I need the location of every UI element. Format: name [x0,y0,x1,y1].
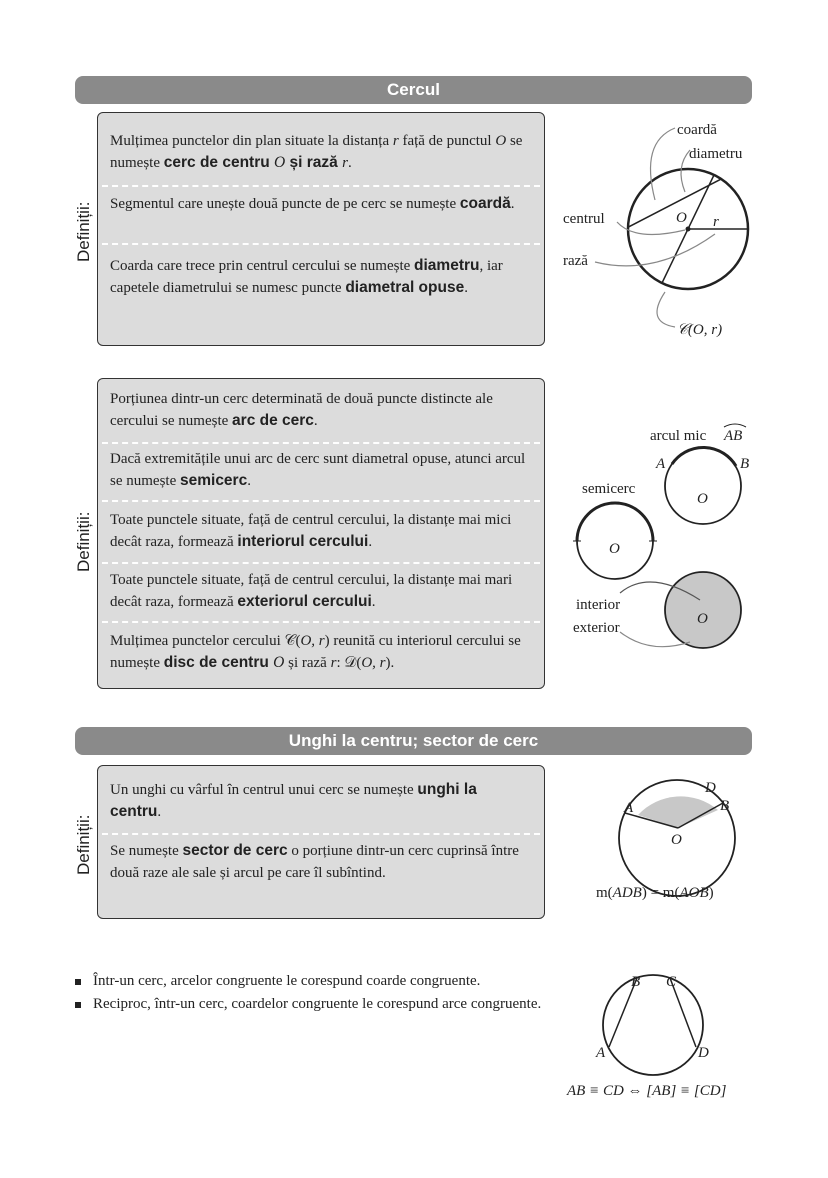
label-diametru: diametru [689,146,743,162]
formula-m: m(ADB) = m(AOB) [596,885,714,901]
definition-text [110,193,532,215]
label-O: O [697,611,708,627]
text-segment: Se numește [110,843,183,859]
text-segment: r [342,155,348,171]
definition-text [110,840,532,884]
text-segment: . [371,594,376,610]
definition-text [110,509,532,553]
label-B: B [740,456,750,472]
label-O: O [671,832,682,848]
label-exterior: exterior [573,620,620,636]
definitions-label: Definiții: [74,201,93,262]
text-segment: și rază [284,655,331,671]
sector-diagram [580,770,760,910]
text-segment: ). [385,655,395,671]
text-segment: o porțiune dintr-un cerc cuprinsă între două raze ale sale și arcul pe care îl subîntind. [110,843,519,881]
bullet-item: Reciproc, într-un cerc, coardelor congruente le corespund arce congruente. [75,993,563,1016]
term-bold: arc de cerc [232,412,314,429]
text-segment: . [247,473,251,489]
text-segment: Segmentul care unește două puncte de pe cerc se numește [110,196,460,212]
label-A: A [624,800,634,816]
label-O: O [676,210,687,226]
label-interior: interior [576,597,621,613]
text-segment: O, r [361,655,386,671]
label-O: O [697,491,708,507]
text-segment: O [274,154,286,171]
label-A: A [596,1045,606,1061]
label-centrul: centrul [563,211,605,227]
text-segment: Coarda care trece prin centrul cercului se numește [110,258,415,274]
section-header-cercul: Cercul [75,76,752,104]
definition-text [110,130,532,174]
label-circle: 𝒞(O, r) [677,322,723,338]
definitions-label: Definiții: [74,814,93,875]
label-C: C [666,974,677,990]
section-header-unghi: Unghi la centru; sector de cerc [75,727,752,755]
label-semicerc: semicerc [582,481,636,497]
label-B: B [631,974,641,990]
text-segment: O [495,133,507,149]
text-segment: față de punctul [398,133,496,149]
definition-text [110,630,532,674]
formula-congruence: AB ≡ CD ⇔ [AB] ≡ [CD] [567,1083,727,1099]
label-raza: rază [563,253,588,269]
definition-text [110,569,532,613]
text-segment: , iar capetele diametrului se numesc puncte [110,258,503,296]
text-segment: O, r [300,633,325,649]
term-bold: unghi la centru [110,781,477,820]
term-bold: și rază [285,154,343,171]
text-segment: . [313,413,318,429]
text-segment: se numește [110,133,523,171]
arc-diagram [560,410,760,650]
term-bold: interiorul cercului [237,533,369,550]
definitions-box-1 [97,112,545,346]
term-bold: diametral opuse [345,279,465,296]
term-bold: semicerc [179,472,248,489]
definition-text [110,388,532,432]
text-segment: : 𝒟( [336,655,362,671]
text-segment: O [273,654,285,671]
text-segment: . [510,196,515,212]
term-bold: coardă [459,195,511,212]
text-segment: r [392,133,399,149]
text-segment: Toate punctele situate, față de centrul cercului, la distanțe mai mari decât raza, formează [110,572,513,610]
label-O: O [609,541,620,557]
definitions-box-3 [97,765,545,919]
term-bold: disc de centru [163,654,274,671]
text-segment: Porțiunea dintr-un cerc determinată de două puncte distincte ale cercului se numește [110,391,493,429]
text-segment: Mulțimea punctelor din plan situate la distanța [110,133,393,149]
label-D: D [698,1045,709,1061]
term-bold: diametru [414,257,480,274]
label-D: D [705,780,716,796]
text-segment: . [157,804,162,820]
label-r: r [713,214,719,230]
definition-text [110,255,532,299]
text-segment: ) reunită cu interiorul cercului se numește [110,633,521,671]
circle-diagram [555,112,765,347]
term-bold: exteriorul cercului [237,593,372,610]
label-coarda: coardă [677,122,717,138]
definition-text [110,779,532,823]
definitions-label: Definiții: [74,511,93,572]
text-segment: Un unghi cu vârful în centrul unui cerc se numește [110,782,418,798]
definition-text [110,448,532,492]
text-segment: Dacă extremitățile unui arc de cerc sunt diametral opuse, atunci arcul se numește [110,451,526,489]
chords-diagram [560,965,760,1105]
label-AB-arc: AB [724,428,743,444]
text-segment: . [464,280,468,296]
text-segment: r [330,655,337,671]
bullet-item: Într-un cerc, arcelor congruente le corespund coarde congruente. [75,970,565,993]
text-segment: Toate punctele situate, față de centrul cercului, la distanțe mai mici decât raza, formează [110,512,512,550]
text-segment: . [347,155,352,171]
label-arc-mic: arcul mic [650,428,707,444]
term-bold: sector de cerc [182,842,288,859]
label-A: A [656,456,666,472]
term-bold: cerc de centru [163,154,275,171]
text-segment: . [368,534,373,550]
definitions-box-2 [97,378,545,689]
label-B: B [720,798,730,814]
text-segment: Mulțimea punctelor cercului 𝒞( [110,633,301,649]
